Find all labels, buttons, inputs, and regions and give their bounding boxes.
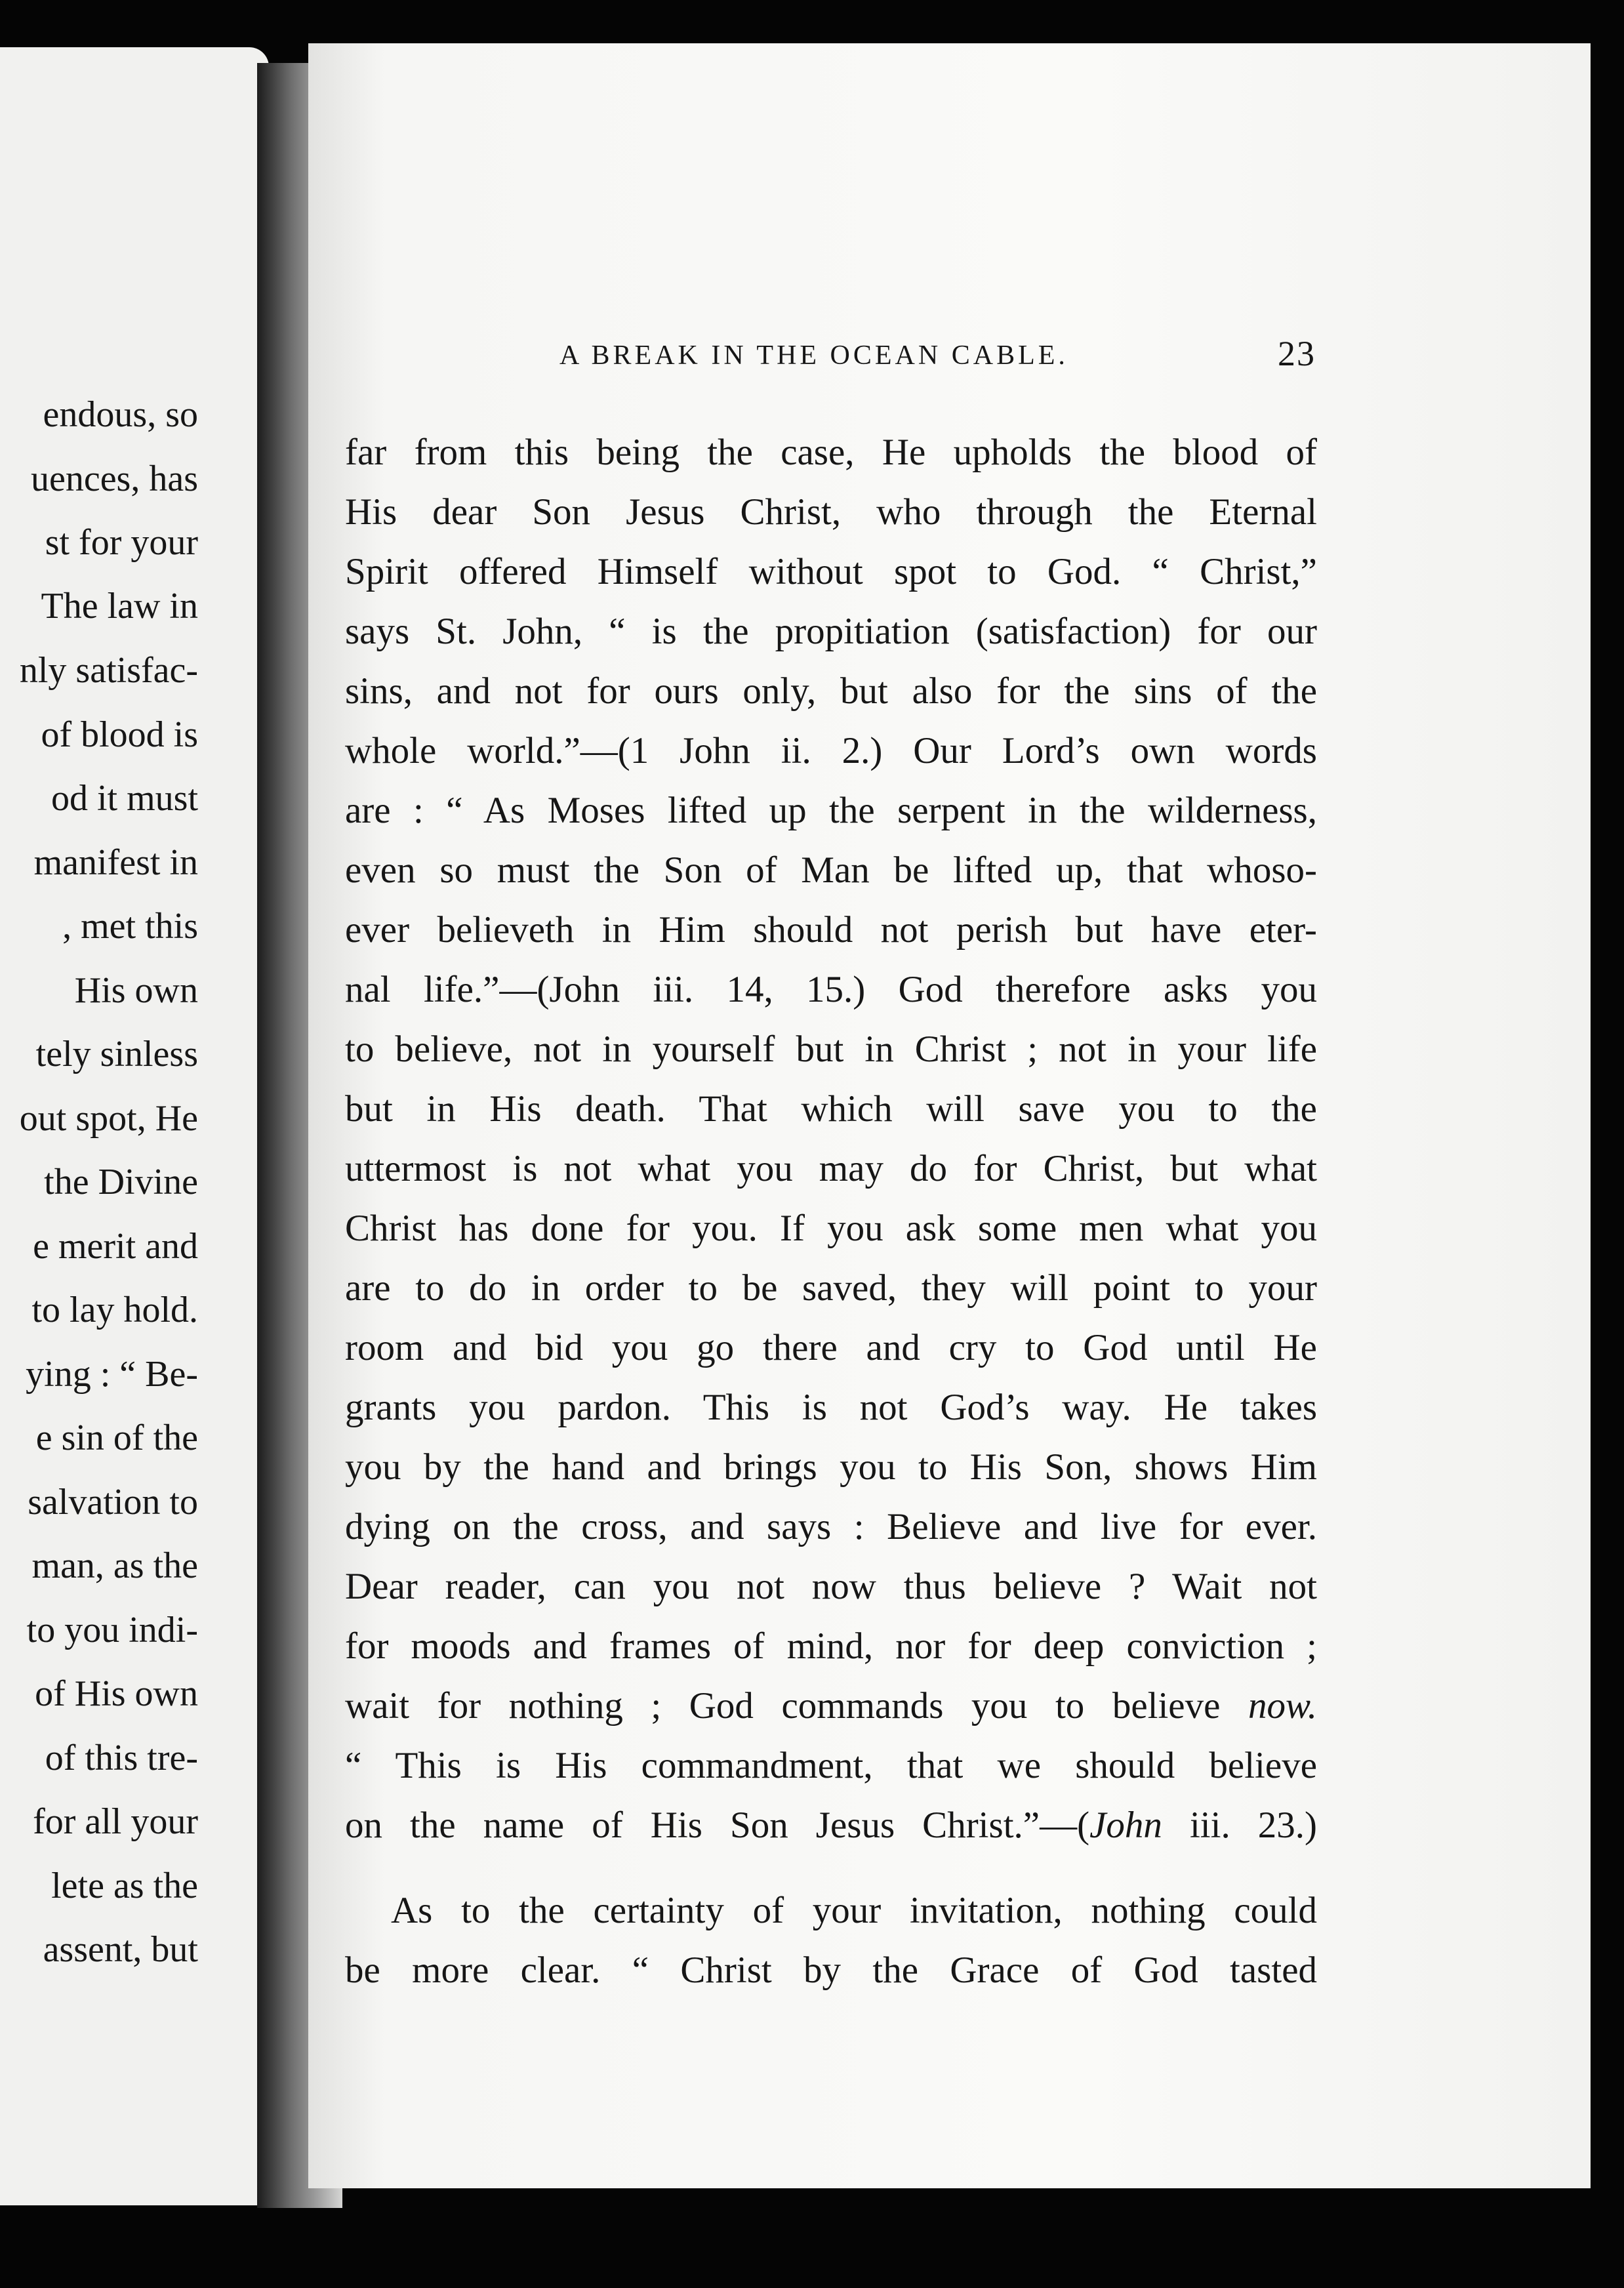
text-line: Spirit offered Himself without spot to God. “ Christ,” bbox=[345, 551, 1317, 592]
text-line: for moods and frames of mind, nor for deep conviction ; bbox=[345, 1625, 1317, 1667]
text-line: to believe, not in yourself but in Christ ; not in your life bbox=[345, 1029, 1317, 1070]
left-page-line: od it must bbox=[51, 778, 198, 819]
text-line: Dear reader, can you not now thus believe ? Wait not bbox=[345, 1566, 1317, 1607]
text-line: dying on the cross, and says : Believe and live for ever. bbox=[345, 1506, 1317, 1547]
text-line: are to do in order to be saved, they will point to your bbox=[345, 1267, 1317, 1309]
left-page-line: of this tre- bbox=[45, 1738, 198, 1778]
text-line: you by the hand and brings you to His Son, shows Him bbox=[345, 1446, 1317, 1488]
left-facing-page bbox=[0, 47, 269, 2205]
text-line bbox=[345, 1683, 1317, 1729]
text-segment: on the name of His Son Jesus Christ.”—( bbox=[345, 1805, 1090, 1846]
text-line: are : “ As Moses lifted up the serpent in the wilderness, bbox=[345, 790, 1317, 831]
page-number: 23 bbox=[1278, 334, 1316, 373]
text-segment: iii. 23.) bbox=[1162, 1805, 1317, 1846]
italic-reference: John bbox=[1089, 1805, 1162, 1846]
left-page-line: lete as the bbox=[51, 1866, 198, 1906]
left-page-line: tely sinless bbox=[35, 1034, 198, 1074]
left-page-line: to you indi- bbox=[26, 1610, 198, 1650]
text-line: “ This is His commandment, that we should believe bbox=[345, 1745, 1317, 1786]
text-line: grants you pardon. This is not God’s way. He takes bbox=[345, 1387, 1317, 1428]
text-line: far from this being the case, He upholds the blood of bbox=[345, 432, 1317, 473]
text-line: room and bid you go there and cry to God until He bbox=[345, 1327, 1317, 1368]
text-line: nal life.”—(John iii. 14, 15.) God therefore asks you bbox=[345, 969, 1317, 1010]
left-page-line: salvation to bbox=[28, 1482, 198, 1522]
text-line: even so must the Son of Man be lifted up, that whoso- bbox=[345, 849, 1317, 891]
text-line: ever believeth in Him should not perish but have eter- bbox=[345, 909, 1317, 950]
text-line bbox=[345, 1803, 1317, 1849]
left-page-line: of blood is bbox=[41, 714, 198, 755]
left-page-line: out spot, He bbox=[19, 1098, 198, 1139]
left-page-line: e merit and bbox=[33, 1226, 198, 1267]
left-page-line: The law in bbox=[41, 586, 198, 626]
running-title: A BREAK IN THE OCEAN CABLE. bbox=[559, 340, 1068, 371]
left-page-line: manifest in bbox=[33, 842, 198, 883]
text-segment: wait for nothing ; God commands you to believe bbox=[345, 1685, 1248, 1726]
italic-emphasis: now. bbox=[1248, 1685, 1317, 1726]
text-line: His dear Son Jesus Christ, who through the Eternal bbox=[345, 491, 1317, 533]
left-page-line: nly satisfac- bbox=[19, 650, 198, 691]
left-page-line: the Divine bbox=[44, 1162, 198, 1202]
left-page-line: of His own bbox=[35, 1673, 198, 1714]
text-line: be more clear. “ Christ by the Grace of God tasted bbox=[345, 1950, 1317, 1991]
text-line: uttermost is not what you may do for Christ, but what bbox=[345, 1148, 1317, 1189]
left-page-line: man, as the bbox=[31, 1545, 198, 1586]
text-line: says St. John, “ is the propitiation (satisfaction) for our bbox=[345, 611, 1317, 652]
left-page-line: , met this bbox=[62, 906, 198, 947]
text-line: As to the certainty of your invitation, nothing could bbox=[391, 1890, 1317, 1931]
left-page-line: to lay hold. bbox=[31, 1290, 198, 1330]
left-page-line: ying : “ Be- bbox=[26, 1354, 198, 1395]
text-line: whole world.”—(1 John ii. 2.) Our Lord’s own words bbox=[345, 730, 1317, 771]
left-page-line: endous, so bbox=[43, 394, 198, 435]
right-facing-page bbox=[308, 43, 1591, 2188]
text-line: sins, and not for ours only, but also for the sins of the bbox=[345, 670, 1317, 712]
left-page-line: st for your bbox=[45, 522, 198, 563]
left-page-line: assent, but bbox=[43, 1929, 198, 1970]
text-line: but in His death. That which will save you to the bbox=[345, 1088, 1317, 1130]
left-page-line: uences, has bbox=[30, 459, 198, 499]
left-page-line: for all your bbox=[33, 1801, 198, 1842]
left-page-line: His own bbox=[74, 970, 198, 1011]
left-page-line: e sin of the bbox=[35, 1418, 198, 1458]
text-line: Christ has done for you. If you ask some men what you bbox=[345, 1208, 1317, 1249]
